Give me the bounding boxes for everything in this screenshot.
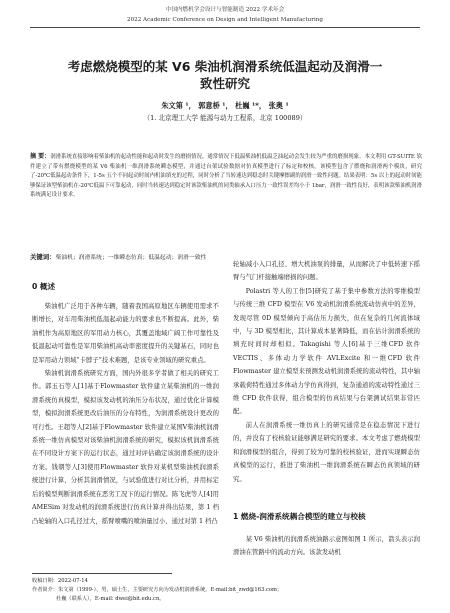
abstract-label: 摘 要： — [30, 153, 51, 160]
right-column — [233, 258, 420, 486]
affiliation: （1. 北京理工大学 能源与动力工程系，北京 100089） — [143, 114, 307, 122]
footnote-correspondence: 杜巍（联系人），E-mail: dwei@bit.edu.cn。 — [56, 596, 165, 602]
keywords-text: 柴油机；润滑系统；一维瞬态仿真；低温起动；润滑一致性 — [55, 255, 207, 261]
footnote-author-info: 作者简介：朱文第（1999-），男，硕士生，主要研究方向为发动机润滑系统。E-mail:bit_zwd@163.com； — [32, 587, 283, 593]
running-header-cn: 中国内燃机学会设计与智能制造 2022 学术年会 — [165, 7, 285, 13]
section-0-title: 0 概述 — [32, 282, 56, 291]
section-1-title: 1 燃烧-润滑系统耦合模型的建立与校核 — [233, 512, 366, 521]
right-column-paragraph: 前人在润滑系统一维仿真上的研究通常是在稳态情况下进行的，并没有了校核验证能够满足研究的要求。本文考虑了燃烧模型和润滑模型的组合，得到了较为可靠的校核验证，进而实现瞬态仿真模型的运行，推进了柴油机一维润滑系统在瞬态仿真领域的研究。 — [233, 421, 420, 483]
abstract-text: 润滑系统直接影响着柴油机的起动性能和起动时发生的磨损情况，通常情况下低温柴油机低温乏油起动会发生较为严重的磨损现象。本文利用 GT-SUITE 软件建立了带有燃烧模型的某 V6 柴油机一维润滑系统瞬态模型，并通过台架试验数据对仿真模型进行了标定和校核。该模型包含了燃烧和润滑两个模块，研究了-20℃低温起动条件下，1-5s 五个不同起动时间内机油填充的过程，同时分析了当转速达到稳态时关键摩擦副的润滑一致性问题。结果表明：5s 以上的起动时间能够保证该型柴油机在-20℃低温下可靠起动，同时当转速达到稳定时该款柴油机的同类轴承入口压力一致性误差均小于 1bar，润滑一致性良好，表明该款柴油机润滑系统满足设计要求。 — [30, 154, 422, 199]
left-column — [32, 300, 219, 528]
section-1-paragraph: 某 V6 柴油机的润滑系统油路示意图如图 1 所示，箭头表示润滑油在管路中的流动方向。该款发动机 — [233, 536, 420, 557]
paper-title-line1: 考虑燃烧模型的某 V6 柴油机润滑系统低温起动及润滑一 — [67, 59, 383, 74]
author-list: 朱文第 ¹， 郭意桥 ¹， 杜巍 ¹*， 张奥 ¹ — [161, 101, 289, 110]
footnotes — [32, 577, 432, 604]
right-column-section1 — [233, 533, 420, 560]
paper-title — [20, 58, 430, 92]
section-0-paragraph: 柴油机润滑系统研究方面，国内外很多学者做了相关的研究工作。郭玉石等人[1]基于Flowmaster 软件建立某柴油机的一维润滑系统仿真模型，模拟该发动机的油压分布状况，通过优化计算模型，模拟润滑系统更改后油压的分布特性，为润滑系统设计更改的可行性。王超等人[2]基于Flowmaster 软件建立某国Ⅴ柴油机润滑系统一维仿真模型对该柴油机润滑系统的研究，模拟该机润滑系统在不同设计方案下的运行状态，通过对评估确定该润滑系统的设计方案。钱朝等人[3]使用Flowmaster 软件对某机型柴油机润滑系统进行计算，分析其润滑情况，与试验值进行对比分析，并用标定后的模型判断润滑系统在恶劣工况下的运行情况。陈飞虎等人[4]用 AMESim 对发动机的润滑系统进行仿真计算并得出结果，第 1 档凸轮轴的入口孔径过大，摇臂喷嘴的喷油量过小，通过对第 1 档凸 — [32, 370, 219, 525]
paper-title-line2: 致性研究 — [199, 76, 250, 91]
section-0-paragraph: 柴油机广泛用于各种车辆，随着我国高原地区车辆使用需求不断增长，对车用柴油机低温起动能力的要求也不断提高。此外，柴油机作为高原地区的军用动力核心，其覆盖地域广阔工作可靠性及低温起动可靠性是军用柴油机高动率密度提升的关键基石，同时也是军用动力领域“卡脖子”技术难题，是该专业领域的研究重点。 — [32, 303, 219, 364]
header-rule — [30, 27, 420, 28]
keywords-label: 关键词： — [30, 253, 56, 261]
running-header-en: 2022 Academic Conference on Design and Intelligent Manufacturing — [127, 17, 323, 23]
footnote-rule — [32, 573, 172, 574]
abstract — [30, 152, 422, 201]
right-column-paragraph: 轮轴减小入口孔径、增大机油泵的排量，从而解决了中低转速下摇臂与气门杆接触端磨损的问题。 — [233, 261, 420, 282]
right-column-paragraph: Polastri 等人的工作[5]研究了基于集中参数方法的零维模型与传统三维 CFD 模型在 V6 发动机润滑系统流动仿真中的差异，发现尽管 0D 模型倾向于高估压力损失，但在复杂的几何流体域中，与 3D 模型相比，其计算成本显著降低，而在估计润滑系统的填充时间时却相似。Takagishi 等人[6]基于三维CFD 软件 VECTIS、多体动力学软件 AVLExcite 和一维CFD 软件 Flowmaster 建立模型来预测发动机润滑系统的流动特性，其中轴承载荷特性通过多体动力学仿真得到，复杂通道的流动特性通过三维 CFD 软件获得，组合模型的仿真结果与台架测试结果非常匹配。 — [233, 287, 420, 416]
footnote-received: 收稿日期：2022-07-14 — [32, 578, 88, 584]
